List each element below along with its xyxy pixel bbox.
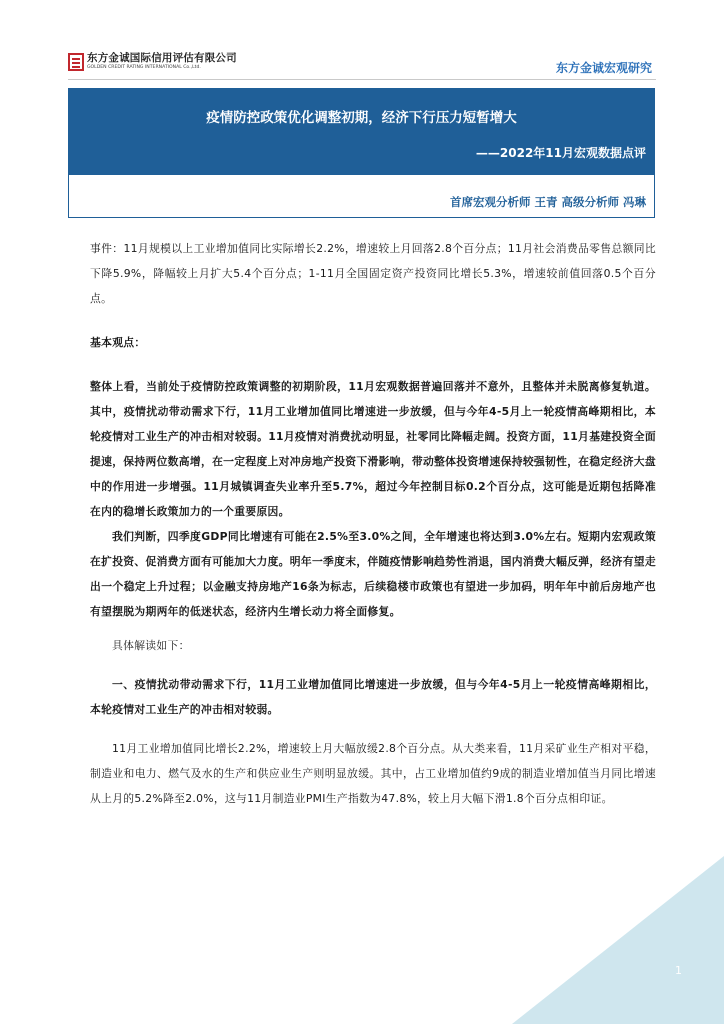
company-logo [68, 52, 237, 71]
logo-mark-icon [68, 53, 84, 71]
event-paragraph: 事件：11月规模以上工业增加值同比实际增长2.2%，增速较上月回落2.8个百分点；11月社会消费品零售总额同比下降5.9%，降幅较上月扩大5.4个百分点；1-11月全国固定资产投资同比增长5.3%，增速较前值回落0.5个百分点。 [90, 242, 656, 305]
title-band [69, 89, 654, 175]
page-number: 1 [675, 964, 682, 977]
report-subtitle: ——2022年11月宏观数据点评 [475, 146, 646, 160]
series-name: 东方金诚宏观研究 [555, 61, 652, 75]
logo-name-cn: 东方金诚国际信用评估有限公司 [87, 52, 237, 64]
logo-name-en: GOLDEN CREDIT RATING INTERNATIONAL Co.,Ltd. [87, 65, 201, 70]
section-paragraph: 11月工业增加值同比增长2.2%，增速较上月大幅放缓2.8个百分点。从大类来看，11月采矿业生产相对平稳，制造业和电力、燃气及水的生产和供应业生产则明显放缓。其中，占工业增加值约9成的制造业增加值当月同比增速从上月的5.2%降至2.0%，这与11月制造业PMI生产指数为47.8%，较上月大幅下滑1.8个百分点相印证。 [90, 742, 656, 805]
detail-intro: 具体解读如下： [112, 639, 190, 652]
header-divider [68, 79, 656, 80]
title-box [68, 88, 655, 218]
authors: 首席宏观分析师 王青 高级分析师 冯琳 [449, 195, 646, 209]
overall-view-paragraph: 整体上看，当前处于疫情防控政策调整的初期阶段，11月宏观数据普遍回落并不意外，且整体并未脱离修复轨道。其中，疫情扰动带动需求下行，11月工业增加值同比增速进一步放缓，但与今年4-5月上一轮疫情高峰期相比，本轮疫情对工业生产的冲击相对较弱。11月疫情对消费扰动明显，社零同比降幅走阔。投资方面，11月基建投资全面提速，保持两位数高增，在一定程度上对冲房地产投资下滑影响，带动整体投资增速保持较强韧性，在稳定经济大盘中的作用进一步增强。11月城镇调查失业率升至5.7%，超过今年控制目标0.2个百分点，这可能是近期包括降准在内的稳增长政策加力的一个重要原因。 [90, 380, 656, 518]
forecast-paragraph: 我们判断，四季度GDP同比增速有可能在2.5%至3.0%之间，全年增速也将达到3.0%左右。短期内宏观政策在扩投资、促消费方面有可能加大力度。明年一季度末，伴随疫情影响趋势性消退，国内消费大幅反弹，经济有望走出一个稳定上升过程；以金融支持房地产16条为标志，后续稳楼市政策也有望进一步加码，明年年中前后房地产也有望摆脱为期两年的低迷状态，经济内生增长动力将全面修复。 [90, 530, 656, 618]
corner-decoration [512, 856, 724, 1024]
report-body [90, 236, 656, 811]
report-title: 疫情防控政策优化调整初期，经济下行压力短暂增大 [206, 110, 517, 126]
section-heading: 一、疫情扰动带动需求下行，11月工业增加值同比增速进一步放缓，但与今年4-5月上一轮疫情高峰期相比，本轮疫情对工业生产的冲击相对较弱。 [90, 678, 656, 716]
logo-text [87, 52, 237, 71]
basic-views-heading: 基本观点： [90, 336, 146, 349]
